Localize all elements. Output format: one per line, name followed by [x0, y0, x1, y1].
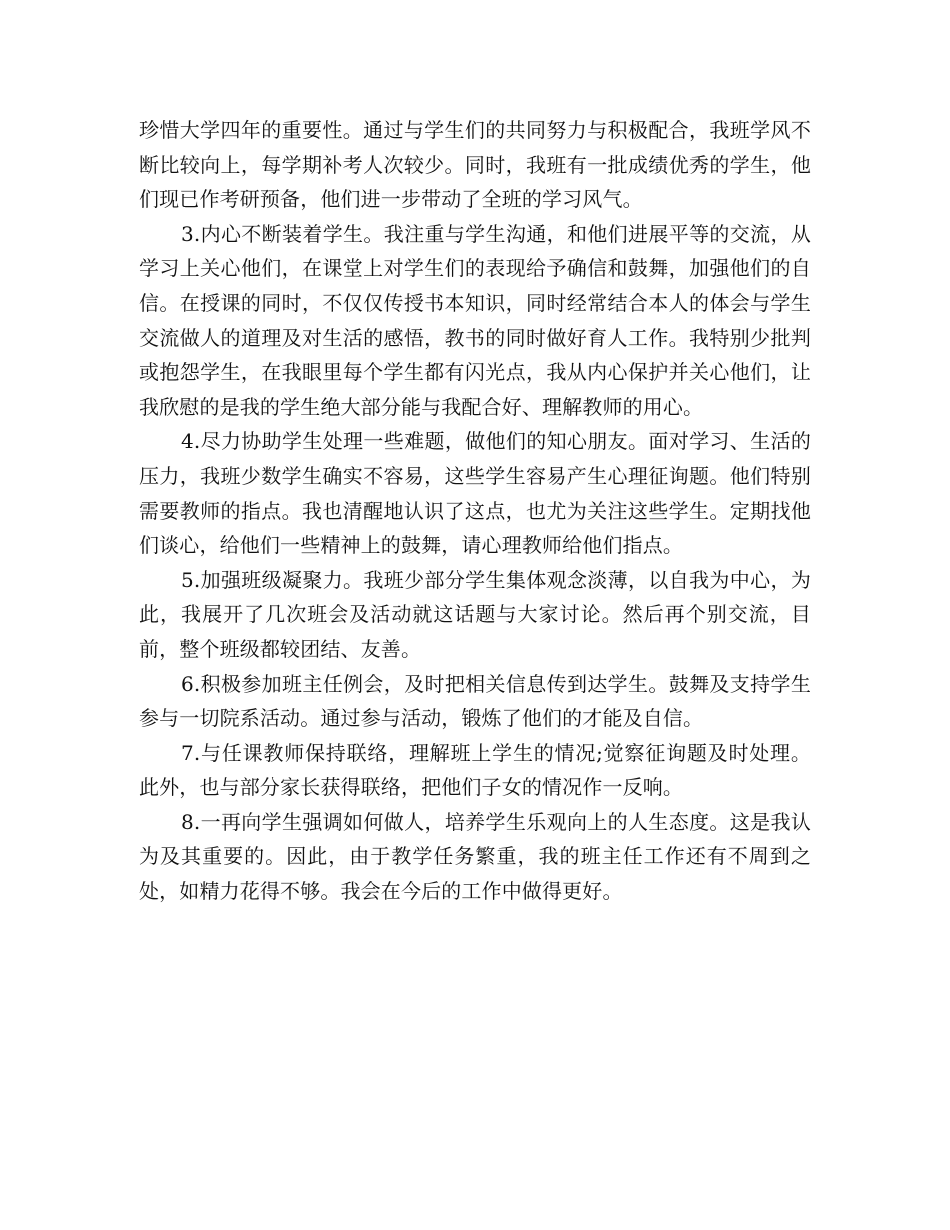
paragraph-item-5: 5.加强班级凝聚力。我班少部分学生集体观念淡薄，以自我为中心，为此，我展开了几次班会及活动就这话题与大家讨论。然后再个别交流，目前，整个班级都较团结、友善。: [139, 567, 811, 661]
paragraph-item-6: 6.积极参加班主任例会，及时把相关信息传到达学生。鼓舞及支持学生参与一切院系活动。通过参与活动，锻炼了他们的才能及自信。: [139, 671, 811, 731]
paragraph-continued-intro: 珍惜大学四年的重要性。通过与学生们的共同努力与积极配合，我班学风不断比较向上，每学期补考人次较少。同时，我班有一批成绩优秀的学生，他们现已作考研预备，他们进一步带动了全班的学习风气。: [139, 118, 811, 212]
paragraph-item-7: 7.与任课教师保持联络，理解班上学生的情况;觉察征询题及时处理。此外，也与部分家长获得联络，把他们子女的情况作一反响。: [139, 740, 811, 800]
paragraph-item-3: 3.内心不断装着学生。我注重与学生沟通，和他们进展平等的交流，从学习上关心他们，在课堂上对学生们的表现给予确信和鼓舞，加强他们的自信。在授课的同时，不仅仅传授书本知识，同时经常结合本人的体会与学生交流做人的道理及对生活的感悟，教书的同时做好育人工作。我特别少批判或抱怨学生，在我眼里每个学生都有闪光点，我从内心保护并关心他们，让我欣慰的是我的学生绝大部分能与我配合好、理解教师的用心。: [139, 221, 811, 419]
paragraph-item-4: 4.尽力协助学生处理一些难题，做他们的知心朋友。面对学习、生活的压力，我班少数学生确实不容易，这些学生容易产生心理征询题。他们特别需要教师的指点。我也清醒地认识了这点，也尤为关注这些学生。定期找他们谈心，给他们一些精神上的鼓舞，请心理教师给他们指点。: [139, 429, 811, 558]
paragraph-item-8: 8.一再向学生强调如何做人，培养学生乐观向上的人生态度。这是我认为及其重要的。因此，由于教学任务繁重，我的班主任工作还有不周到之处，如精力花得不够。我会在今后的工作中做得更好。: [139, 809, 811, 904]
document-body: [139, 113, 811, 909]
